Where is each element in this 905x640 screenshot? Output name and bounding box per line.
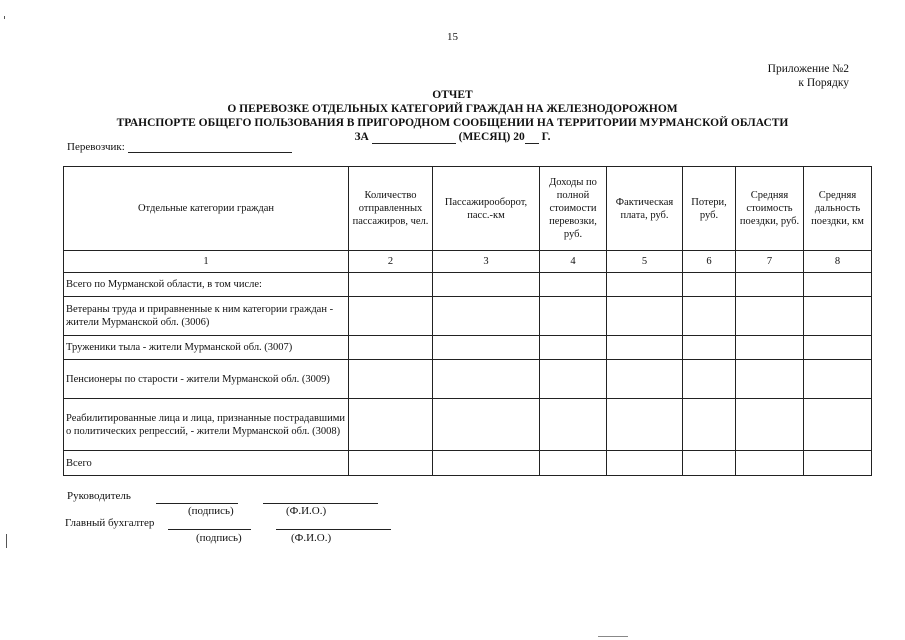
header-passengers: Количество отправленных пассажиров, чел. [349, 167, 433, 251]
table-cell [804, 399, 872, 451]
scan-speck [4, 16, 5, 19]
table-cell [683, 360, 736, 399]
column-number: 2 [349, 251, 433, 273]
head-name-caption: (Ф.И.О.) [286, 505, 327, 517]
table-cell [736, 273, 804, 297]
category-grand-total: Всего [64, 451, 349, 476]
title-line-2: О ПЕРЕВОЗКЕ ОТДЕЛЬНЫХ КАТЕГОРИЙ ГРАЖДАН НА ЖЕЛЕЗНОДОРОЖНОМ [227, 103, 678, 115]
table-cell [804, 360, 872, 399]
table-row [64, 451, 872, 476]
table-cell [607, 336, 683, 360]
table-cell [804, 297, 872, 336]
table-cell [683, 297, 736, 336]
table-cell [736, 451, 804, 476]
accountant-name-line [276, 529, 391, 530]
carrier-field [67, 140, 292, 153]
table-row [64, 360, 872, 399]
table-cell [540, 297, 607, 336]
table-cell [607, 360, 683, 399]
table-cell [804, 451, 872, 476]
category-pensioners: Пенсионеры по старости - жители Мурманской обл. (3009) [64, 360, 349, 399]
table-cell [736, 360, 804, 399]
period-suffix: Г. [541, 131, 551, 143]
report-table [63, 166, 872, 476]
header-passenger-km: Пассажирооборот, пасс.-км [433, 167, 540, 251]
appendix-line-2: к Порядку [798, 77, 849, 89]
column-number-row [64, 251, 872, 273]
category-rehabilitated: Реабилитированные лица и лица, признанные пострадавшими о политических репрессий, - жители Мурманской обл. (3008) [64, 399, 349, 451]
table-cell [683, 451, 736, 476]
column-number: 8 [804, 251, 872, 273]
column-number: 3 [433, 251, 540, 273]
table-cell [349, 336, 433, 360]
appendix-line-1: Приложение №2 [767, 63, 849, 75]
period-prefix: ЗА [354, 131, 369, 143]
table-row [64, 273, 872, 297]
column-number: 7 [736, 251, 804, 273]
category-labor-veterans: Ветераны труда и приравненные к ним категории граждан - жители Мурманской обл. (3006) [64, 297, 349, 336]
table-cell [433, 273, 540, 297]
head-name-line [263, 503, 378, 504]
carrier-label: Перевозчик: [67, 141, 125, 153]
report-title [0, 88, 905, 144]
title-line-3: ТРАНСПОРТЕ ОБЩЕГО ПОЛЬЗОВАНИЯ В ПРИГОРОДНОМ СООБЩЕНИИ НА ТЕРРИТОРИИ МУРМАНСКОЙ ОБЛАСТИ [116, 117, 789, 129]
table-cell [433, 360, 540, 399]
table-cell [433, 451, 540, 476]
head-signature-line [156, 503, 238, 504]
accountant-name-caption: (Ф.И.О.) [291, 532, 332, 544]
table-cell [349, 297, 433, 336]
table-cell [540, 336, 607, 360]
table-cell [736, 336, 804, 360]
table-cell [607, 297, 683, 336]
table-cell [433, 399, 540, 451]
table-cell [433, 297, 540, 336]
header-full-income: Доходы по полной стоимости перевозки, руб. [540, 167, 607, 251]
header-avg-cost: Средняя стоимость поездки, руб. [736, 167, 804, 251]
header-avg-distance: Средняя дальность поездки, км [804, 167, 872, 251]
table-cell [804, 273, 872, 297]
column-number: 1 [64, 251, 349, 273]
page-number: 15 [447, 31, 458, 43]
table-cell [804, 336, 872, 360]
accountant-signature-caption: (подпись) [196, 532, 242, 544]
table-cell [540, 273, 607, 297]
column-number: 4 [540, 251, 607, 273]
scan-bottom-mark [598, 636, 628, 637]
table-row [64, 399, 872, 451]
month-blank [372, 143, 456, 144]
period-middle: (МЕСЯЦ) 20 [458, 131, 525, 143]
table-cell [607, 273, 683, 297]
table-cell [540, 399, 607, 451]
table-cell [540, 360, 607, 399]
head-signature-caption: (подпись) [188, 505, 234, 517]
table-cell [349, 451, 433, 476]
table-row [64, 336, 872, 360]
appendix-note [768, 62, 849, 90]
scan-edge-mark [6, 534, 7, 548]
header-losses: Потери, руб. [683, 167, 736, 251]
title-line-1: ОТЧЕТ [432, 89, 473, 101]
category-home-front-workers: Труженики тыла - жители Мурманской обл. (3007) [64, 336, 349, 360]
year-blank [525, 143, 539, 144]
table-cell [736, 297, 804, 336]
table-cell [683, 399, 736, 451]
carrier-blank [128, 140, 292, 153]
header-row [64, 167, 872, 251]
category-total-region: Всего по Мурманской области, в том числе: [64, 273, 349, 297]
accountant-signature-line [168, 529, 251, 530]
header-category: Отдельные категории граждан [64, 167, 349, 251]
table-cell [683, 273, 736, 297]
table-cell [540, 451, 607, 476]
head-label: Руководитель [67, 490, 131, 502]
table-row [64, 297, 872, 336]
header-actual-payment: Фактическая плата, руб. [607, 167, 683, 251]
table-cell [683, 336, 736, 360]
table-cell [349, 360, 433, 399]
table-cell [349, 273, 433, 297]
table-cell [736, 399, 804, 451]
table-cell [607, 451, 683, 476]
column-number: 6 [683, 251, 736, 273]
table-cell [433, 336, 540, 360]
table-cell [349, 399, 433, 451]
column-number: 5 [607, 251, 683, 273]
table-cell [607, 399, 683, 451]
accountant-label: Главный бухгалтер [65, 517, 155, 529]
